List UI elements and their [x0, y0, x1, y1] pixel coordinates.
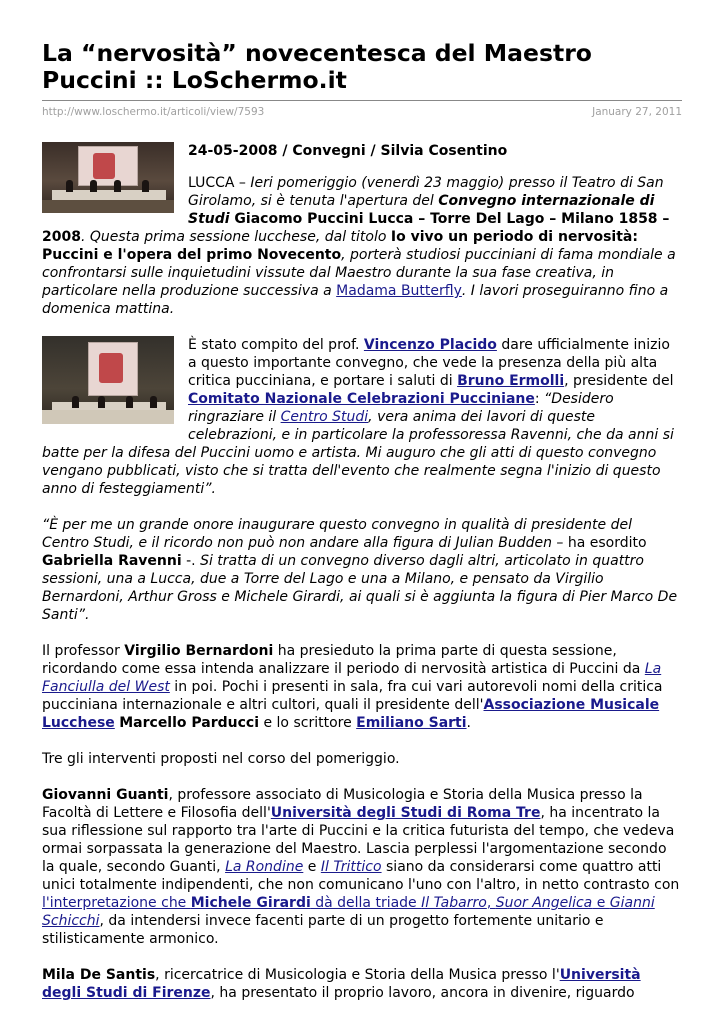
link-fanciulla-del-west[interactable]: La Fanciulla del West — [42, 661, 662, 695]
text-bold-italic: Convegno internazionale di Studi — [188, 193, 655, 227]
meta-bar — [42, 106, 682, 118]
text: LUCCA – — [188, 175, 251, 191]
title-divider — [42, 100, 682, 101]
link-text-italic: Il Tabarro — [421, 895, 487, 911]
link-text-italic: Gianni Schicchi — [42, 895, 655, 929]
paragraph-3 — [42, 516, 682, 624]
print-date: January 27, 2011 — [592, 106, 682, 118]
text: -. — [181, 553, 201, 569]
link-text-italic: Suor Angelica — [495, 895, 593, 911]
article-body — [42, 142, 682, 1002]
text: : — [534, 391, 545, 407]
conference-photo-2 — [42, 336, 174, 424]
paragraph-6 — [42, 786, 682, 948]
link-il-trittico[interactable]: Il Trittico — [320, 859, 382, 875]
link-text-bold: Michele Girardi — [190, 895, 311, 911]
text: e — [303, 859, 321, 875]
link-firenze[interactable]: Università degli Studi di Firenze — [42, 967, 641, 1001]
link-comitato-nazionale[interactable]: Comitato Nazionale Celebrazioni Pucciniane — [188, 391, 535, 407]
text: È stato compito del prof. — [188, 337, 364, 353]
text: , presidente del — [564, 373, 674, 389]
link-centro-studi[interactable]: Centro Studi — [280, 409, 369, 425]
text-italic: . I lavori proseguiranno fino a domenica mattina. — [42, 283, 669, 317]
link-text: dà della triade — [310, 895, 422, 911]
text-italic: , porterà studiosi pucciniani di fama mondiale a confrontarsi sulle inquietudini vissute dal Maestro durante la sua fase creativa, in particolare nella produzione successiva a — [42, 247, 676, 299]
text-italic: “È per me un grande onore inaugurare questo convegno in qualità di presidente del Centro Studi, e il ricordo non può non andare alla figura di Julian Budden — [42, 517, 632, 551]
text: in poi. Pochi i presenti in sala, fra cui vari autorevoli nomi della critica pucciniana internazionale e altri cultori, quali il presidente dell' — [42, 679, 663, 713]
link-associazione-musicale[interactable]: Associazione Musicale Lucchese — [42, 697, 660, 731]
link-roma-tre[interactable]: Università degli Studi di Roma Tre — [270, 805, 541, 821]
text-bold: Virgilio Bernardoni — [124, 643, 274, 659]
text: , ha incentrato la sua riflessione sul rapporto tra l'arte di Puccini e la critica futurista del tempo, che vedeva ormai sorpassata la generazione del Maestro. Lascia perplessi l'argomentazione secondo la quale, secondo Guanti, — [42, 805, 675, 875]
text: – ha esordito — [551, 535, 647, 551]
text-italic: . Questa prima sessione lucchese, dal titolo — [80, 229, 391, 245]
link-text: , — [486, 895, 496, 911]
text: , ha presentato il proprio lavoro, ancora in divenire, riguardo — [210, 985, 635, 1001]
text: dare ufficialmente inizio a questo importante convegno, che vede la presenza della più alta critica pucciniana, e portare i saluti di — [188, 337, 670, 389]
link-text: l'interpretazione che — [42, 895, 191, 911]
link-text: e — [592, 895, 610, 911]
source-url: http://www.loschermo.it/articoli/view/7593 — [42, 106, 265, 118]
link-madama-butterfly[interactable]: Madama Butterfly — [336, 283, 462, 299]
paragraph-5: Tre gli interventi proposti nel corso del pomeriggio. — [42, 751, 400, 767]
conference-photo-1 — [42, 142, 174, 213]
text: , professore associato di Musicologia e Storia della Musica presso la Facoltà di Lettere e Filosofia dell' — [42, 787, 643, 821]
link-emiliano-sarti[interactable]: Emiliano Sarti — [356, 715, 467, 731]
text-bold: Giacomo Puccini Lucca – Torre Del Lago – Milano 1858 – 2008 — [42, 211, 670, 245]
article-byline: 24-05-2008 / Convegni / Silvia Cosentino — [188, 143, 508, 159]
link-la-rondine[interactable]: La Rondine — [225, 859, 304, 875]
text-bold: Gabriella Ravenni — [42, 553, 182, 569]
text-bold: Io vivo un periodo di nervosità: Puccini e l'opera del primo Novecento — [42, 229, 638, 263]
text-italic: Ieri pomeriggio (venerdì 23 maggio) presso il Teatro di San Girolamo, si è tenuta l'apertura del — [188, 175, 664, 209]
text: , ricercatrice di Musicologia e Storia della Musica presso l' — [155, 967, 560, 983]
page-title: La “nervosità” novecentesca del Maestro Puccini :: LoSchermo.it — [42, 39, 592, 94]
paragraph-7 — [42, 966, 682, 1002]
text: siano da considerarsi come quattro atti unici totalmente indipendenti, che non comunicano l'uno con l'altro, in netto contrasto con — [42, 859, 680, 893]
page — [42, 40, 682, 1020]
text: e lo scrittore — [259, 715, 357, 731]
text: , da intendersi invece facenti parte di un progetto fortemente unitario e stilisticamente armonico. — [42, 913, 604, 947]
link-vincenzo-placido[interactable]: Vincenzo Placido — [363, 337, 497, 353]
text-italic: Si tratta di un convegno diverso dagli altri, articolato in quattro sessioni, una a Lucca, due a Torre del Lago e una a Milano, e pensato da Virgilio Bernardoni, Arthur Gross e Michele Girardi, ai quali si è aggiunta la figura di Pier Marco De Santi”. — [42, 553, 678, 623]
text-bold: Mila De Santis — [42, 967, 156, 983]
text-italic: “Desidero ringraziare il — [188, 391, 614, 425]
text-bold: Giovanni Guanti — [42, 787, 169, 803]
link-bruno-ermolli[interactable]: Bruno Ermolli — [457, 373, 565, 389]
text-italic: , vera anima dei lavori di queste celebrazioni, e in particolare la professoressa Ravenni, che da anni si batte per la difesa del Puccini uomo e artista. Mi auguro che gli atti di questo convegno vengano pubblicati, visto che si tratta dell'evento che realmente segna l'inizio di questo anno di festeggiamenti”. — [42, 409, 674, 497]
text-bold: Marcello Parducci — [119, 715, 260, 731]
text: ha presieduto la prima parte di questa sessione, ricordando come essa intenda analizzare il periodo di nervosità artistica di Puccini da — [42, 643, 645, 677]
text: . — [466, 715, 471, 731]
text: Il professor — [42, 643, 125, 659]
paragraph-4 — [42, 642, 682, 732]
